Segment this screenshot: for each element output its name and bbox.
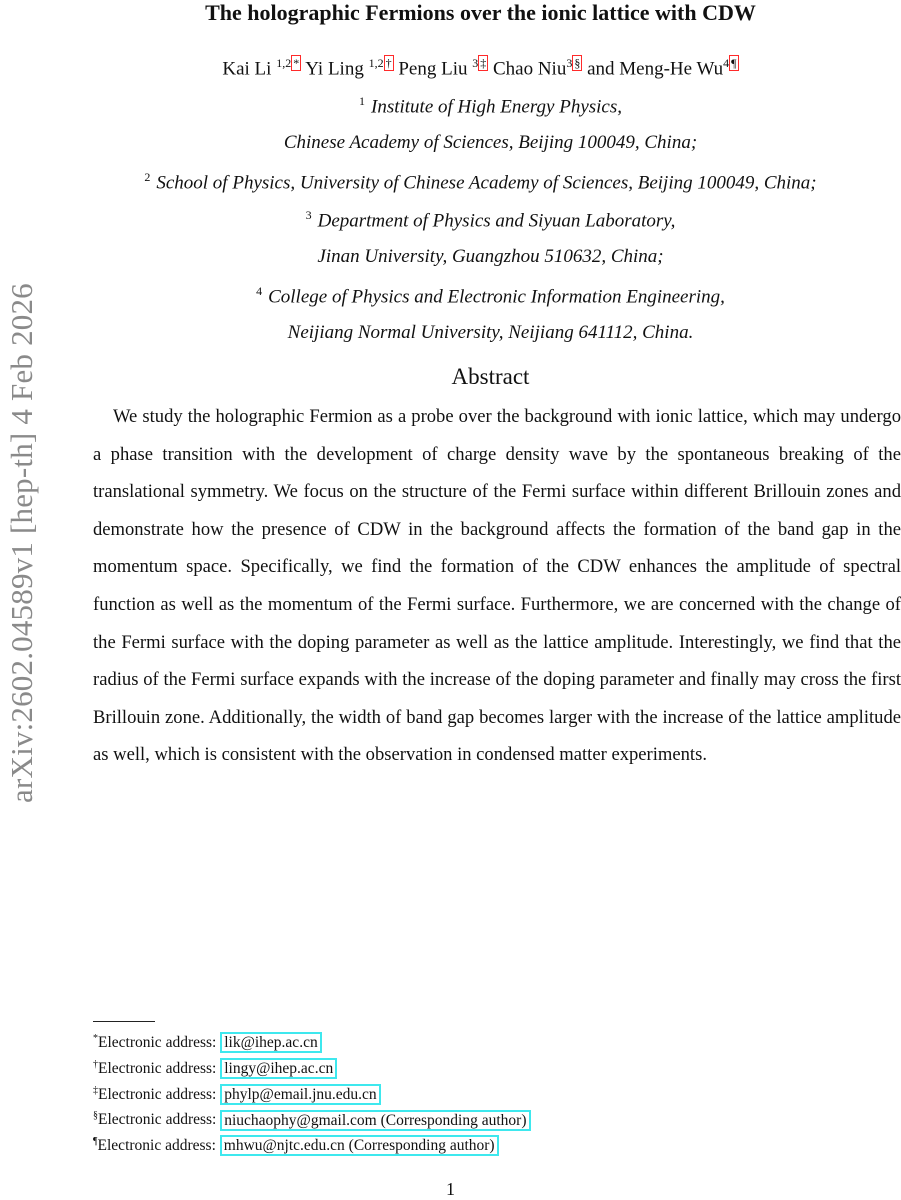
affiliation-text: Institute of High Energy Physics, xyxy=(371,96,622,118)
email-link[interactable] xyxy=(220,1058,337,1079)
email-link[interactable] xyxy=(220,1084,380,1105)
author-name: Yi Ling xyxy=(305,58,364,80)
footnote-rule xyxy=(93,1021,155,1022)
affiliation-1-line-2: Chinese Academy of Sciences, Beijing 100049, China; xyxy=(283,132,698,153)
affiliation-4-line-2: Neijiang Normal University, Neijiang 641112, China. xyxy=(287,322,694,343)
affiliation-3-line-1 xyxy=(80,208,901,232)
email-address[interactable]: mhwu@njtc.edu.cn xyxy=(223,1137,345,1155)
email-link[interactable] xyxy=(220,1110,530,1131)
footnote-label: Electronic address: xyxy=(97,1137,216,1155)
footnote-mark: ‡ xyxy=(93,1084,98,1096)
author-name: Meng-He Wu xyxy=(619,58,724,80)
footnote-mark: § xyxy=(93,1110,98,1122)
paper-title: The holographic Fermions over the ionic lattice with CDW xyxy=(205,0,756,25)
affiliation-number: 1 xyxy=(359,94,365,108)
author-footnote-link[interactable]: * xyxy=(293,56,300,70)
footnote-mark: ¶ xyxy=(93,1136,98,1148)
footnote-item xyxy=(93,1052,531,1078)
footnotes xyxy=(93,1026,531,1155)
footnote-item xyxy=(93,1078,531,1104)
author-name: Peng Liu xyxy=(398,58,468,80)
affiliation-number: 4 xyxy=(256,284,263,298)
email-link[interactable] xyxy=(220,1135,499,1156)
author-affiliation-sup: 3 xyxy=(472,56,479,70)
footnote-item xyxy=(93,1026,531,1052)
author-footnote-link[interactable]: ¶ xyxy=(731,56,737,70)
author-footnote-link[interactable]: § xyxy=(574,56,581,70)
email-address[interactable]: lingy@ihep.ac.cn xyxy=(224,1059,334,1077)
footnote-item xyxy=(93,1103,531,1129)
footnote-mark: * xyxy=(93,1033,98,1044)
author-footnote-link[interactable]: † xyxy=(385,56,392,70)
affiliation-text: Department of Physics and Siyuan Laboratory, xyxy=(317,210,676,232)
footnote-note: (Corresponding author) xyxy=(344,1137,495,1155)
affiliation-1-line-1 xyxy=(80,94,901,118)
footnote-label: Electronic address: xyxy=(98,1111,217,1129)
email-address[interactable]: phylp@email.jnu.edu.cn xyxy=(224,1085,377,1103)
footnote-mark: † xyxy=(93,1058,98,1070)
author-list xyxy=(60,56,901,80)
email-link[interactable] xyxy=(220,1032,321,1053)
author-name: Chao Niu xyxy=(492,58,567,80)
footnote-item xyxy=(93,1129,531,1155)
abstract-heading: Abstract xyxy=(451,364,530,389)
affiliation-2-line-1 xyxy=(60,170,901,194)
affiliation-number: 3 xyxy=(305,208,312,222)
email-address[interactable]: lik@ihep.ac.cn xyxy=(224,1034,318,1052)
affiliation-4-line-1 xyxy=(80,284,901,308)
author-affiliation-sup: 4 xyxy=(723,56,730,70)
author-affiliation-sup: 3 xyxy=(566,56,573,70)
affiliation-text: School of Physics, University of Chinese Academy of Sciences, Beijing 100049, China; xyxy=(156,172,817,194)
footnote-label: Electronic address: xyxy=(98,1059,217,1077)
abstract-body: We study the holographic Fermion as a probe over the background with ionic lattice, which may undergo a phase transition with the development of charge density wave by the spontaneous breaking of the translational symmetry. We focus on the structure of the Fermi surface within different Brillouin zones and demonstrate how the presence of CDW in the background affects the formation of the band gap in the momentum space. Specifically, we find the formation of the CDW enhances the amplitude of spectral function as well as the momentum of the Fermi surface. Furthermore, we are concerned with the change of the Fermi surface with the doping parameter as well as the lattice amplitude. Interestingly, we find that the radius of the Fermi surface expands with the increase of the doping parameter and finally may cross the first Brillouin zone. Additionally, the width of band gap becomes larger with the increase of the lattice amplitude as well, which is consistent with the observation in condensed matter experiments. xyxy=(93,406,901,766)
affiliation-text: College of Physics and Electronic Information Engineering, xyxy=(268,286,725,308)
author-affiliation-sup: 1,2 xyxy=(368,56,384,70)
footnote-label: Electronic address: xyxy=(98,1085,217,1103)
email-address[interactable]: niuchaophy@gmail.com xyxy=(224,1111,377,1129)
author-footnote-link[interactable]: ‡ xyxy=(480,56,487,70)
affiliation-number: 2 xyxy=(144,170,151,184)
author-name: Kai Li xyxy=(222,58,272,80)
author-affiliation-sup: 1,2 xyxy=(276,56,292,70)
page-number: 1 xyxy=(446,1179,455,1199)
arxiv-identifier-stamp: arXiv:2602.04589v1 [hep-th] 4 Feb 2026 xyxy=(4,283,39,803)
author-joiner: and xyxy=(587,58,615,80)
footnote-note: (Corresponding author) xyxy=(376,1111,527,1129)
footnote-label: Electronic address: xyxy=(98,1034,217,1052)
affiliation-3-line-2: Jinan University, Guangzhou 510632, China; xyxy=(317,246,664,267)
